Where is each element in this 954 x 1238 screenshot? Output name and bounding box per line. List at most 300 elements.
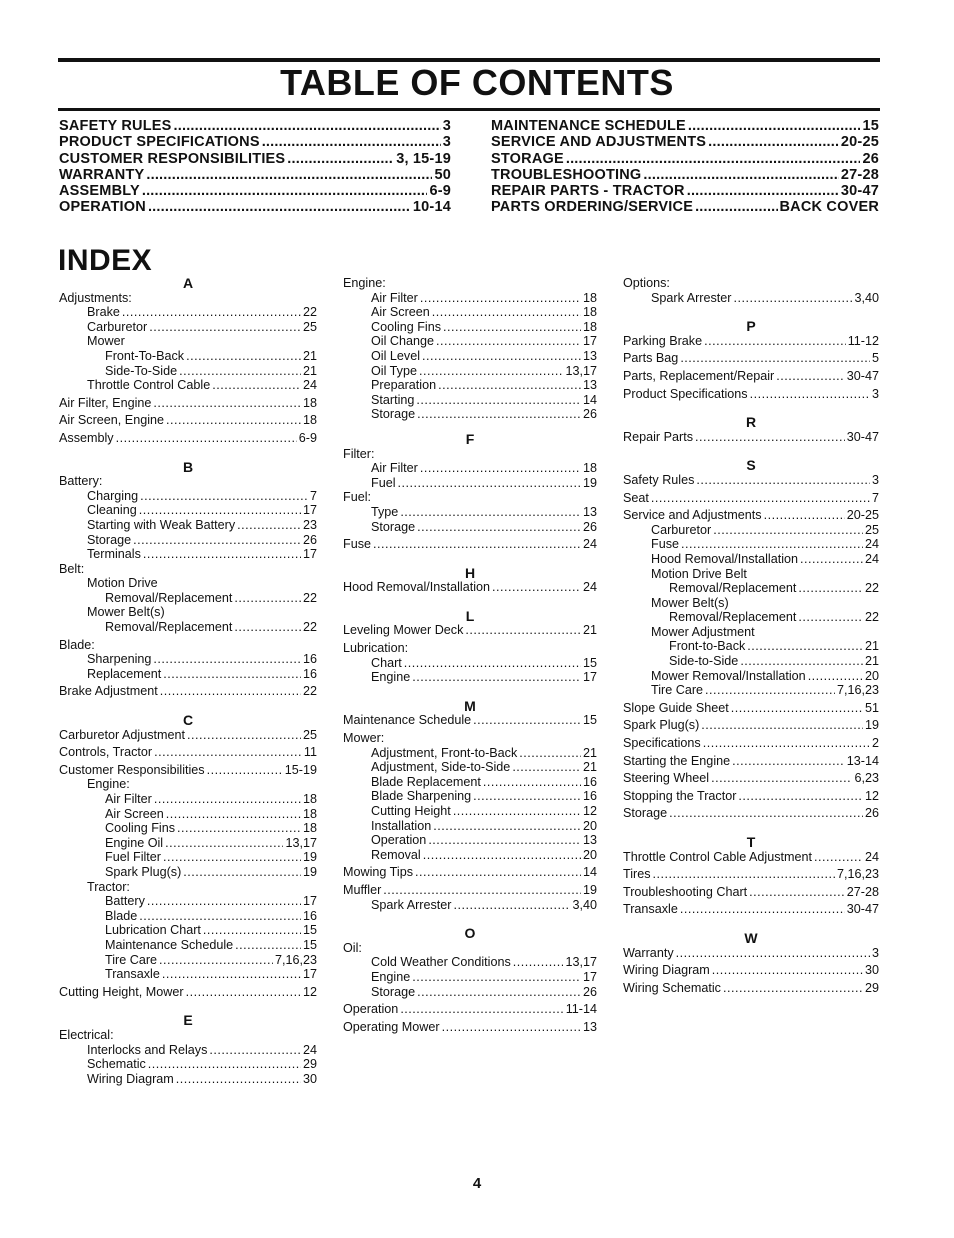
dot-leader [373,537,581,552]
dot-leader [651,491,870,506]
index-group-heading: Adjustments: [59,290,132,305]
index-entry [59,396,317,411]
dot-leader [512,760,581,775]
dot-leader [416,393,581,408]
entry-label: Fuel Filter [105,850,161,865]
entry-page: 6-9 [298,430,317,445]
entry-page: 3,40 [572,897,597,912]
entry-page: 25 [302,727,317,742]
index-entry [343,349,597,364]
index-entry [343,898,597,913]
entry-page: 21 [302,348,317,363]
entry-label: Chart [371,655,402,670]
entry-label: Operation [371,833,427,848]
dot-leader [420,461,581,476]
index-entry [623,754,879,769]
dot-leader [139,503,301,518]
entry-label: Spark Plug(s) [623,718,700,733]
dot-leader [800,552,863,567]
dot-leader [680,351,870,366]
entry-label: Wiring Schematic [623,980,721,995]
index-letter-heading: O [464,925,476,942]
dot-leader [808,669,863,684]
entry-label: Engine [371,670,411,685]
index-entry [343,1002,597,1017]
entry-label: Starting with Weak Battery [87,517,236,532]
entry-label: Side-to-Side [669,654,739,669]
entry-page: 20-25 [846,508,879,523]
dot-leader [177,821,301,836]
index-entry [343,305,597,320]
index-entry [343,378,597,393]
dot-leader [695,199,777,215]
dot-leader [417,520,581,535]
dot-leader [140,489,308,504]
dot-leader [122,305,301,320]
entry-page: 13-14 [846,753,879,768]
index-group-heading: Mower: [343,731,385,746]
entry-page: 22 [864,610,879,625]
dot-leader [738,789,863,804]
entry-label: Lubrication Chart [105,923,201,938]
dot-leader [179,364,301,379]
dot-leader [417,407,581,422]
entry-label: Air Filter, Engine [59,395,152,410]
entry-label: Wiring Diagram [87,1071,174,1086]
dot-leader [417,985,581,1000]
entry-label: Storage [371,407,416,422]
index-entry [59,745,317,760]
dot-leader [695,430,845,445]
dot-leader [734,291,853,306]
entry-label: Carburetor Adjustment [59,727,185,742]
entry-page: 16 [582,789,597,804]
entry-page: 30-47 [846,902,879,917]
entry-label: Engine Oil [105,835,164,850]
entry-page: 26 [582,407,597,422]
entry-label: Fuse [651,537,679,552]
dot-leader [701,718,863,733]
index-entry [343,985,597,1000]
dot-leader [712,963,863,978]
entry-label: MAINTENANCE SCHEDULE [491,118,686,134]
entry-page: 12 [302,984,317,999]
entry-page: 13,17 [565,955,597,970]
dot-leader [143,547,301,562]
index-entry [59,349,317,364]
index-entry [623,581,879,596]
index-letter-heading: B [182,458,194,475]
title-underline-rule [58,108,880,111]
dot-leader [711,771,852,786]
dot-leader [207,763,283,778]
index-group-heading: Oil: [343,940,362,955]
index-entry [623,351,879,366]
dot-leader [159,953,273,968]
dot-leader [513,955,564,970]
index-entry [59,378,317,393]
index-group-heading: Engine: [343,276,386,290]
index-entry [59,652,317,667]
entry-label: Transaxle [105,967,160,982]
entry-page: 15-19 [284,762,317,777]
dot-leader [814,850,863,865]
entry-page: 15 [302,937,317,952]
entry-page: 27-28 [846,884,879,899]
index-entry [343,393,597,408]
index-entry [59,620,317,635]
entry-page: 13 [582,348,597,363]
index-entry [59,431,317,446]
entry-label: Replacement [87,666,162,681]
index-letter-heading: M [464,697,476,714]
entry-label: Blade Sharpening [371,789,472,804]
dot-leader [676,946,870,961]
entry-label: SERVICE AND ADJUSTMENTS [491,134,707,151]
toc-entry [491,167,879,183]
entry-label: STORAGE [491,150,564,167]
entry-label: Troubleshooting Chart [623,884,748,899]
index-entry [623,654,879,669]
entry-page: 16 [302,908,317,923]
entry-label: Carburetor [651,522,712,537]
entry-page: 13 [582,1019,597,1034]
dot-leader [166,413,301,428]
entry-page: 25 [864,522,879,537]
entry-page: 3 [442,118,451,134]
entry-label: Cleaning [87,503,137,518]
entry-page: 19 [302,850,317,865]
entry-page: 18 [302,821,317,836]
dot-leader [749,885,845,900]
index-entry [623,806,879,821]
entry-page: 21 [582,745,597,760]
dot-leader [420,291,581,306]
entry-page: 24 [864,849,879,864]
entry-page: 17 [302,894,317,909]
dot-leader [203,923,301,938]
dot-leader [688,118,861,134]
entry-label: Parts Bag [623,351,679,366]
toc-entry [59,199,451,215]
index-entry [59,489,317,504]
index-group-heading: Belt: [59,561,85,576]
entry-label: Carburetor [87,319,148,334]
entry-page: 26 [302,532,317,547]
index-entry [59,518,317,533]
index-entry [343,505,597,520]
entry-label: CUSTOMER RESPONSIBILITIES [59,150,286,167]
entry-page: 18 [582,290,597,305]
index-group-heading: Mower Adjustment [651,624,755,639]
index-entry [59,807,317,822]
entry-label: Engine [371,969,411,984]
entry-page: 20 [582,847,597,862]
dot-leader [237,518,301,533]
entry-page: 11 [303,745,317,760]
entry-page: 21 [864,654,879,669]
entry-label: Stopping the Tractor [623,788,737,803]
dot-leader [443,320,581,335]
entry-page: 20-25 [840,134,879,151]
index-column-2 [343,276,597,1034]
entry-page: 24 [864,551,879,566]
entry-page: BACK COVER [779,199,879,216]
index-group-heading: Mower Belt(s) [87,605,165,620]
dot-leader [146,167,432,183]
dot-leader [643,167,838,183]
entry-label: Throttle Control Cable [87,378,211,393]
entry-label: Blade Replacement [371,774,481,789]
dot-leader [165,836,283,851]
entry-label: Battery [105,894,145,909]
index-entry [343,656,597,671]
entry-page: 6,23 [854,771,879,786]
entry-label: Steering Wheel [623,771,710,786]
entry-label: Air Screen, Engine [59,413,165,428]
entry-page: 18 [302,806,317,821]
index-group-heading: Fuel: [343,490,371,505]
entry-page: 3,40 [854,290,879,305]
entry-label: Adjustment, Side-to-Side [371,760,511,775]
index-entry [343,883,597,898]
dot-leader [680,902,845,917]
index-entry [623,669,879,684]
entry-label: Removal/Replacement [105,620,233,635]
toc-entry [491,151,879,167]
index-entry [59,938,317,953]
index-entry [343,804,597,819]
entry-page: 17 [302,547,317,562]
index-title: INDEX [58,244,153,277]
entry-label: Mowing Tips [343,865,413,880]
dot-leader [415,865,581,880]
index-entry [343,1020,597,1035]
dot-leader [687,183,839,199]
entry-page: 26 [862,150,879,167]
dot-leader [412,670,581,685]
index-entry [59,763,317,778]
entry-label: Oil Level [371,348,420,363]
index-group-heading: Engine: [87,777,130,792]
entry-page: 13 [582,378,597,393]
index-entry [623,369,879,384]
index-entry [59,728,317,743]
toc-title: TABLE OF CONTENTS [280,62,674,103]
entry-page: 7 [871,490,879,505]
dot-leader [723,981,863,996]
index-entry [623,552,879,567]
entry-label: WARRANTY [59,166,145,183]
entry-page: 18 [582,305,597,320]
dot-leader [438,378,581,393]
entry-label: Interlocks and Relays [87,1042,208,1057]
dot-leader [154,792,301,807]
dot-leader [731,701,863,716]
index-entry [59,865,317,880]
dot-leader [212,378,301,393]
entry-page: 7,16,23 [836,867,879,882]
entry-label: Front-to-Back [669,639,746,654]
index-entry [623,491,879,506]
index-entry [623,291,879,306]
entry-page: 22 [302,684,317,699]
entry-label: Fuel [371,475,396,490]
dot-leader [147,894,301,909]
entry-page: 19 [582,475,597,490]
entry-page: 24 [582,537,597,552]
toc-entry [59,151,451,167]
entry-page: 10-14 [412,199,451,216]
entry-page: 18 [302,792,317,806]
dot-leader [433,819,581,834]
entry-label: ASSEMBLY [59,183,140,200]
dot-leader [139,909,301,924]
entry-page: 17 [302,967,317,982]
index-entry [623,946,879,961]
dot-leader [798,581,863,596]
dot-leader [176,1072,301,1087]
entry-label: Cooling Fins [105,821,175,836]
dot-leader [708,134,839,150]
index-entry [623,736,879,751]
entry-label: Maintenance Schedule [343,713,472,728]
entry-label: Seat [623,490,649,505]
entry-page: 15 [582,655,597,670]
entry-page: 7,16,23 [274,952,317,967]
dot-leader [453,804,581,819]
entry-page: 21 [582,760,597,775]
entry-page: 30 [302,1071,317,1086]
index-entry [343,623,597,638]
dot-leader [423,848,581,863]
entry-page: 3 [871,945,879,960]
dot-leader [750,387,870,402]
dot-leader [186,985,301,1000]
entry-label: Parts, Replacement/Repair [623,368,775,383]
entry-page: 26 [864,806,879,821]
entry-label: Removal/Replacement [669,581,797,596]
index-entry [623,701,879,716]
entry-page: 16 [582,774,597,789]
entry-page: 30-47 [846,429,879,444]
index-entry [343,580,597,595]
index-entry [623,850,879,865]
entry-page: 17 [582,670,597,685]
dot-leader [148,199,411,215]
index-entry [59,591,317,606]
entry-page: 30-47 [840,183,879,200]
entry-label: Muffler [343,882,382,897]
entry-page: 13,17 [565,363,597,378]
entry-label: Throttle Control Cable Adjustment [623,849,812,864]
dot-leader [404,656,581,671]
entry-label: TROUBLESHOOTING [491,166,642,183]
dot-leader [705,683,835,698]
toc-left-column [59,118,451,216]
entry-page: 5 [871,351,879,366]
entry-page: 19 [302,864,317,879]
index-entry [343,520,597,535]
entry-page: 24 [864,537,879,552]
entry-page: 17 [582,334,597,349]
entry-label: Mower Removal/Installation [651,668,806,683]
dot-leader [442,1020,581,1035]
toc-entry [491,118,879,134]
entry-page: 16 [302,652,317,667]
index-entry [59,953,317,968]
index-entry [343,955,597,970]
index-entry [59,320,317,335]
entry-label: Operation [343,1002,399,1017]
index-column-3 [623,276,879,995]
index-group-heading: Mower Belt(s) [651,595,729,610]
entry-label: Installation [371,818,432,833]
index-group-heading: Filter: [343,446,375,461]
entry-label: Transaxle [623,902,678,917]
index-entry [343,760,597,775]
dot-leader [142,183,428,199]
entry-label: Storage [87,532,132,547]
index-entry [623,610,879,625]
index-entry [343,833,597,848]
dot-leader [696,473,870,488]
dot-leader [398,476,581,491]
entry-page: 24 [582,580,597,595]
index-entry [59,1072,317,1087]
index-entry [59,533,317,548]
entry-label: Tire Care [651,683,704,698]
entry-page: 21 [864,639,879,654]
entry-label: Storage [623,806,668,821]
entry-label: Controls, Tractor [59,745,153,760]
index-entry [623,885,879,900]
entry-page: 18 [302,395,317,410]
index-entry [623,387,879,402]
dot-leader [149,320,301,335]
dot-leader [148,1057,301,1072]
entry-label: Schematic [87,1057,146,1072]
dot-leader [153,652,301,667]
toc-entry [491,183,879,199]
entry-label: Adjustment, Front-to-Back [371,745,518,760]
entry-label: Air Filter [371,290,418,305]
entry-label: Cooling Fins [371,319,441,334]
entry-page: 3 [871,386,879,401]
index-entry [59,667,317,682]
entry-label: Air Filter [105,792,152,806]
index-group-heading: Mower [87,334,125,349]
dot-leader [704,334,846,349]
index-entry [343,670,597,685]
entry-page: 26 [582,984,597,999]
entry-label: OPERATION [59,199,146,216]
index-letter-heading: F [465,430,475,447]
entry-page: 18 [302,413,317,428]
dot-leader [154,745,302,760]
dot-leader [732,754,845,769]
entry-page: 51 [864,700,879,715]
toc-entry [491,199,879,215]
entry-label: Hood Removal/Installation [343,580,491,595]
index-entry [343,364,597,379]
index-group-heading: Motion Drive [87,576,158,591]
index-entry [59,503,317,518]
dot-leader [436,334,581,349]
entry-page: 3, 15-19 [396,150,451,167]
dot-leader [174,118,441,134]
entry-label: Removal/Replacement [669,610,797,625]
